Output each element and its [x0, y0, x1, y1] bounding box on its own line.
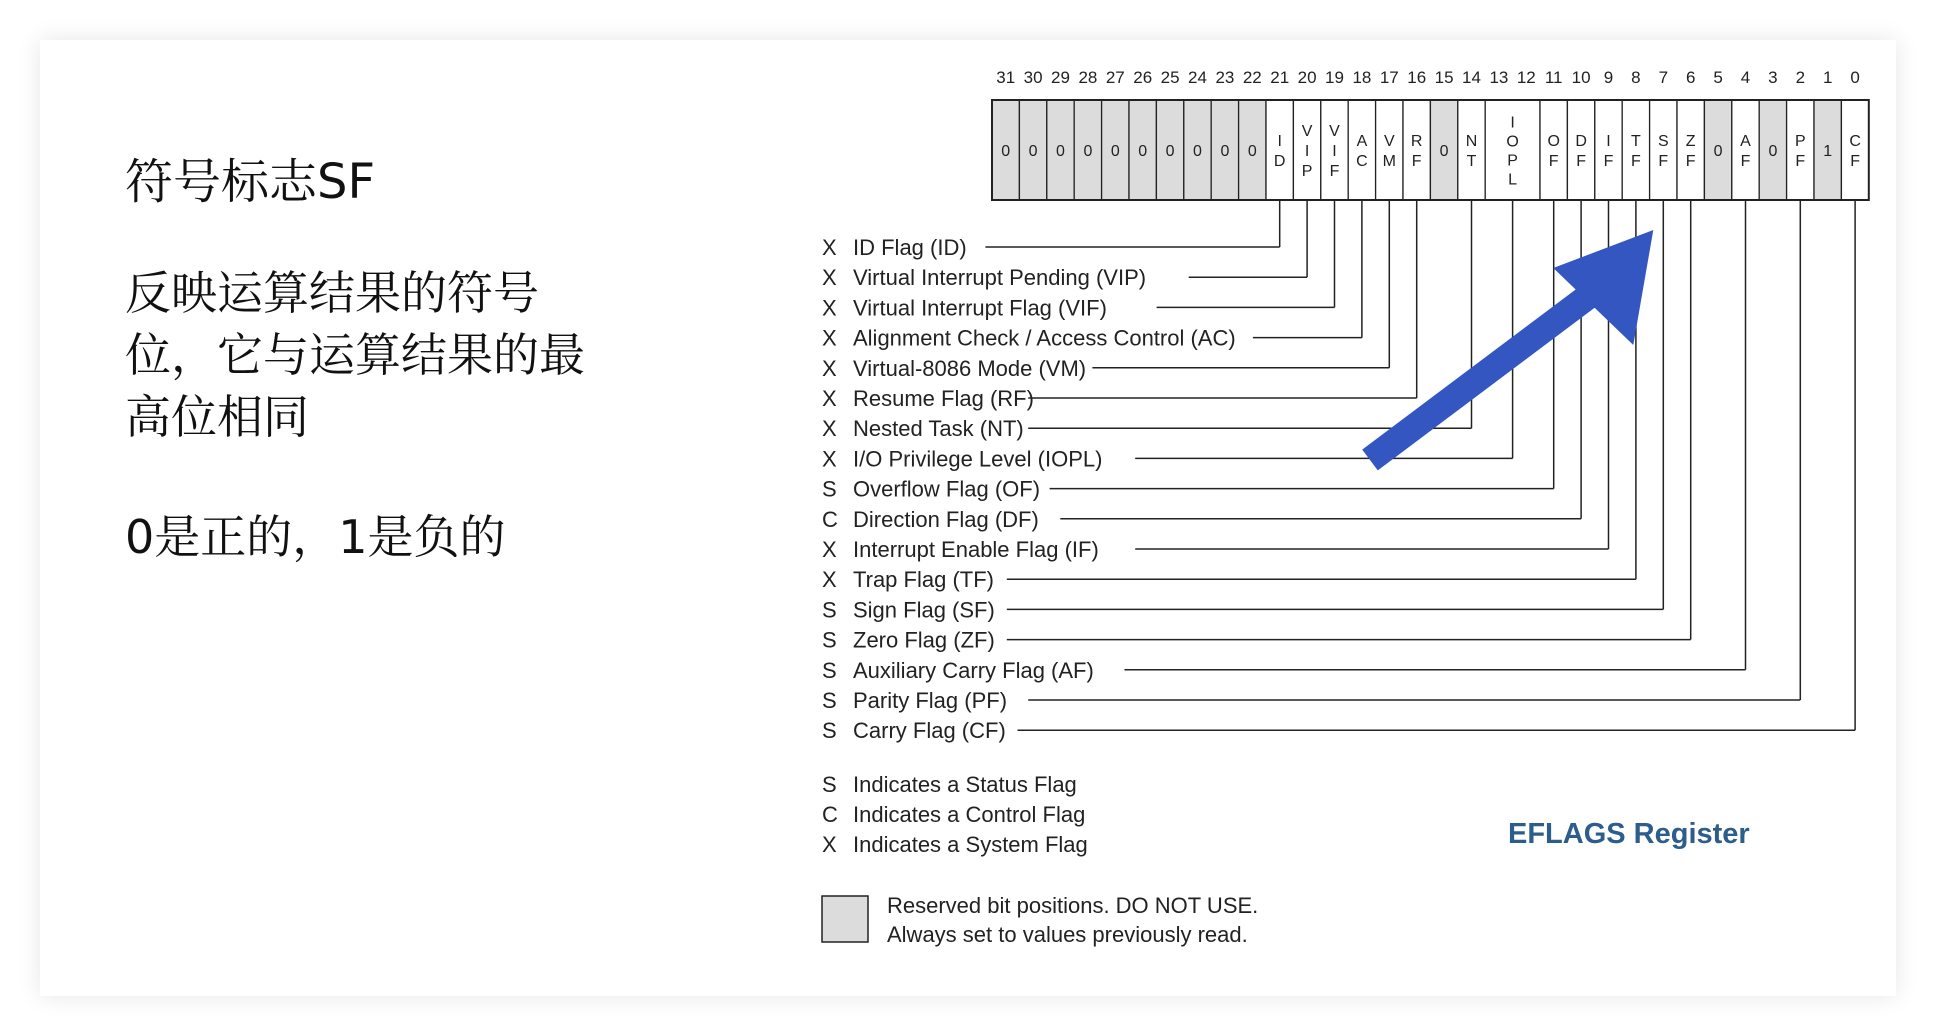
- flag-type-code: X: [822, 295, 837, 321]
- bit-number: 4: [1740, 68, 1751, 87]
- cell-label: 0: [1028, 143, 1038, 160]
- cell-label: M: [1382, 153, 1396, 170]
- legend-code: C: [822, 802, 838, 827]
- flag-type-code: S: [822, 597, 837, 623]
- bit-number: 21: [1270, 68, 1290, 87]
- reserved-note-line: Reserved bit positions. DO NOT USE.: [887, 893, 1259, 918]
- cell-label: V: [1383, 133, 1395, 150]
- register-cell: [1458, 100, 1485, 200]
- cell-label: 1: [1823, 143, 1833, 160]
- bit-number: 20: [1297, 68, 1317, 87]
- flag-name: Interrupt Enable Flag (IF): [853, 537, 1099, 562]
- bit-number: 13: [1489, 68, 1509, 87]
- cell-label: O: [1547, 133, 1560, 150]
- flag-type-code: X: [822, 567, 837, 593]
- cell-label: S: [1657, 133, 1669, 150]
- cell-label: 0: [1083, 143, 1093, 160]
- register-cell: [1622, 100, 1649, 200]
- flag-name: Overflow Flag (OF): [853, 476, 1041, 502]
- flag-name: Trap Flag (TF): [853, 567, 994, 593]
- cell-label: A: [1356, 133, 1368, 150]
- flag-name: Nested Task (NT): [853, 416, 1024, 442]
- cell-label: P: [1507, 152, 1518, 170]
- cell-label: V: [1301, 123, 1313, 140]
- cell-label: D: [1575, 133, 1587, 150]
- bit-number: 3: [1768, 68, 1778, 87]
- register-cell: [1787, 100, 1814, 200]
- cell-label: N: [1465, 133, 1478, 150]
- flag-name: Resume Flag (RF): [853, 386, 1034, 411]
- bit-number: 12: [1516, 68, 1536, 87]
- bit-number: 10: [1571, 68, 1591, 87]
- cell-label: 0: [1713, 143, 1723, 160]
- flag-name: ID Flag (ID): [853, 235, 967, 260]
- bit-number: 15: [1434, 68, 1454, 87]
- bit-number: 18: [1352, 68, 1372, 87]
- cell-label: 0: [1768, 143, 1778, 160]
- bit-number: 28: [1078, 68, 1098, 87]
- register-cell: [1266, 100, 1293, 200]
- cell-label: 0: [1110, 143, 1120, 160]
- register-cell: [1650, 100, 1677, 200]
- bit-number: 31: [996, 68, 1016, 87]
- flag-type-code: X: [822, 416, 837, 442]
- register-cell: [1403, 100, 1430, 200]
- bit-number: 30: [1023, 68, 1043, 87]
- cell-label: F: [1795, 153, 1806, 170]
- reserved-swatch: [822, 896, 868, 942]
- bit-number: 11: [1544, 68, 1563, 87]
- legend-text: Indicates a System Flag: [853, 832, 1088, 857]
- bit-number: 7: [1658, 68, 1669, 87]
- flag-type-code: X: [822, 265, 837, 291]
- flag-name: I/O Privilege Level (IOPL): [853, 446, 1103, 472]
- cell-label: F: [1658, 153, 1669, 170]
- bit-number: 27: [1105, 68, 1125, 87]
- register-cell: [1841, 100, 1868, 200]
- text-block: [125, 150, 585, 568]
- cell-label: F: [1740, 153, 1751, 170]
- eflags-diagram: [760, 40, 1930, 990]
- flag-name: Virtual-8086 Mode (VM): [853, 355, 1087, 381]
- register-cell: [1348, 100, 1375, 200]
- cell-label: L: [1508, 171, 1518, 189]
- cell-label: F: [1329, 163, 1340, 180]
- flag-type-code: X: [822, 446, 837, 472]
- cell-label: Z: [1685, 133, 1696, 150]
- flag-name: Parity Flag (PF): [853, 688, 1008, 713]
- bit-number: 8: [1631, 68, 1641, 87]
- register-cell: [1540, 100, 1567, 200]
- bit-number: 25: [1160, 68, 1180, 87]
- cell-label: F: [1548, 153, 1559, 170]
- bit-number: 6: [1685, 68, 1696, 87]
- cell-label: D: [1273, 153, 1286, 170]
- cell-label: F: [1850, 153, 1860, 170]
- flag-name: Virtual Interrupt Flag (VIF): [853, 295, 1107, 321]
- flag-type-code: S: [822, 718, 837, 744]
- legend-code: X: [822, 832, 837, 857]
- cell-label: 0: [1001, 143, 1011, 160]
- legend-code: S: [822, 772, 837, 797]
- bit-number: 24: [1188, 68, 1207, 87]
- reserved-note-line: Always set to values previously read.: [887, 922, 1248, 947]
- bit-number: 2: [1795, 68, 1806, 87]
- flag-type-code: C: [822, 506, 838, 532]
- cell-label: F: [1685, 153, 1696, 170]
- cell-label: 0: [1193, 143, 1202, 160]
- cell-label: O: [1506, 133, 1519, 151]
- register-cell: [1732, 100, 1759, 200]
- cell-label: 0: [1439, 143, 1449, 160]
- slide-description: 反映运算结果的符号位，它与运算结果的最高位相同: [125, 266, 585, 444]
- bit-number: 17: [1379, 68, 1399, 87]
- cell-label: P: [1301, 163, 1313, 180]
- flag-type-code: X: [822, 325, 837, 351]
- flag-name: Alignment Check / Access Control (AC): [853, 325, 1236, 351]
- bit-number: 22: [1242, 68, 1262, 87]
- flag-type-code: X: [822, 355, 837, 381]
- cell-label: C: [1356, 153, 1368, 170]
- cell-label: V: [1329, 123, 1340, 140]
- bit-number: 0: [1850, 68, 1860, 87]
- highlight-arrow-head: [1553, 230, 1653, 345]
- flag-name: Direction Flag (DF): [853, 506, 1039, 532]
- cell-label: F: [1576, 153, 1586, 170]
- register-cell: [1567, 100, 1594, 200]
- bit-number: 19: [1325, 68, 1344, 87]
- flag-name: Sign Flag (SF): [853, 597, 995, 623]
- cell-label: 0: [1165, 143, 1175, 160]
- bit-number: 26: [1133, 68, 1153, 87]
- legend-text: Indicates a Control Flag: [853, 802, 1086, 827]
- flag-type-code: S: [822, 688, 837, 713]
- sign-rule: 0是正的，1是负的: [125, 510, 506, 564]
- cell-label: 0: [1247, 143, 1257, 160]
- register-title: EFLAGS Register: [1508, 818, 1750, 850]
- flag-type-code: X: [822, 235, 837, 260]
- cell-label: C: [1849, 133, 1861, 150]
- flag-name: Auxiliary Carry Flag (AF): [853, 657, 1094, 683]
- cell-label: F: [1631, 153, 1641, 170]
- bit-number: 16: [1407, 68, 1427, 87]
- cell-label: T: [1466, 153, 1477, 170]
- cell-label: I: [1606, 133, 1611, 150]
- flag-name: Carry Flag (CF): [853, 718, 1006, 744]
- cell-label: 0: [1056, 143, 1065, 160]
- flag-type-code: S: [822, 476, 837, 502]
- bit-number: 14: [1462, 68, 1481, 87]
- flag-type-code: X: [822, 537, 837, 562]
- cell-label: I: [1332, 143, 1337, 160]
- slide-title: 符号标志SF: [125, 154, 376, 210]
- flag-type-code: X: [822, 386, 837, 411]
- cell-label: 0: [1220, 143, 1230, 160]
- register-cell: [1595, 100, 1622, 200]
- bit-number: 9: [1603, 68, 1614, 87]
- register-cell: [1376, 100, 1403, 200]
- bit-number: 29: [1051, 68, 1070, 87]
- flag-name: Zero Flag (ZF): [853, 627, 995, 653]
- register-cell: [1677, 100, 1704, 200]
- bit-number: 1: [1822, 68, 1833, 87]
- bit-number: 23: [1215, 68, 1235, 87]
- flag-name: Virtual Interrupt Pending (VIP): [853, 265, 1147, 291]
- cell-label: T: [1631, 133, 1641, 150]
- flag-type-code: S: [822, 657, 837, 683]
- cell-label: F: [1603, 153, 1614, 170]
- cell-label: R: [1410, 133, 1423, 150]
- flag-type-code: S: [822, 627, 837, 653]
- bit-number: 5: [1713, 68, 1723, 87]
- legend-text: Indicates a Status Flag: [853, 772, 1077, 797]
- highlight-arrow-shaft: [1370, 276, 1615, 460]
- cell-label: I: [1277, 133, 1282, 150]
- cell-label: A: [1740, 133, 1751, 150]
- cell-label: P: [1794, 133, 1806, 150]
- cell-label: I: [1510, 114, 1515, 132]
- cell-label: F: [1411, 153, 1422, 170]
- cell-label: 0: [1138, 143, 1148, 160]
- cell-label: I: [1304, 143, 1310, 160]
